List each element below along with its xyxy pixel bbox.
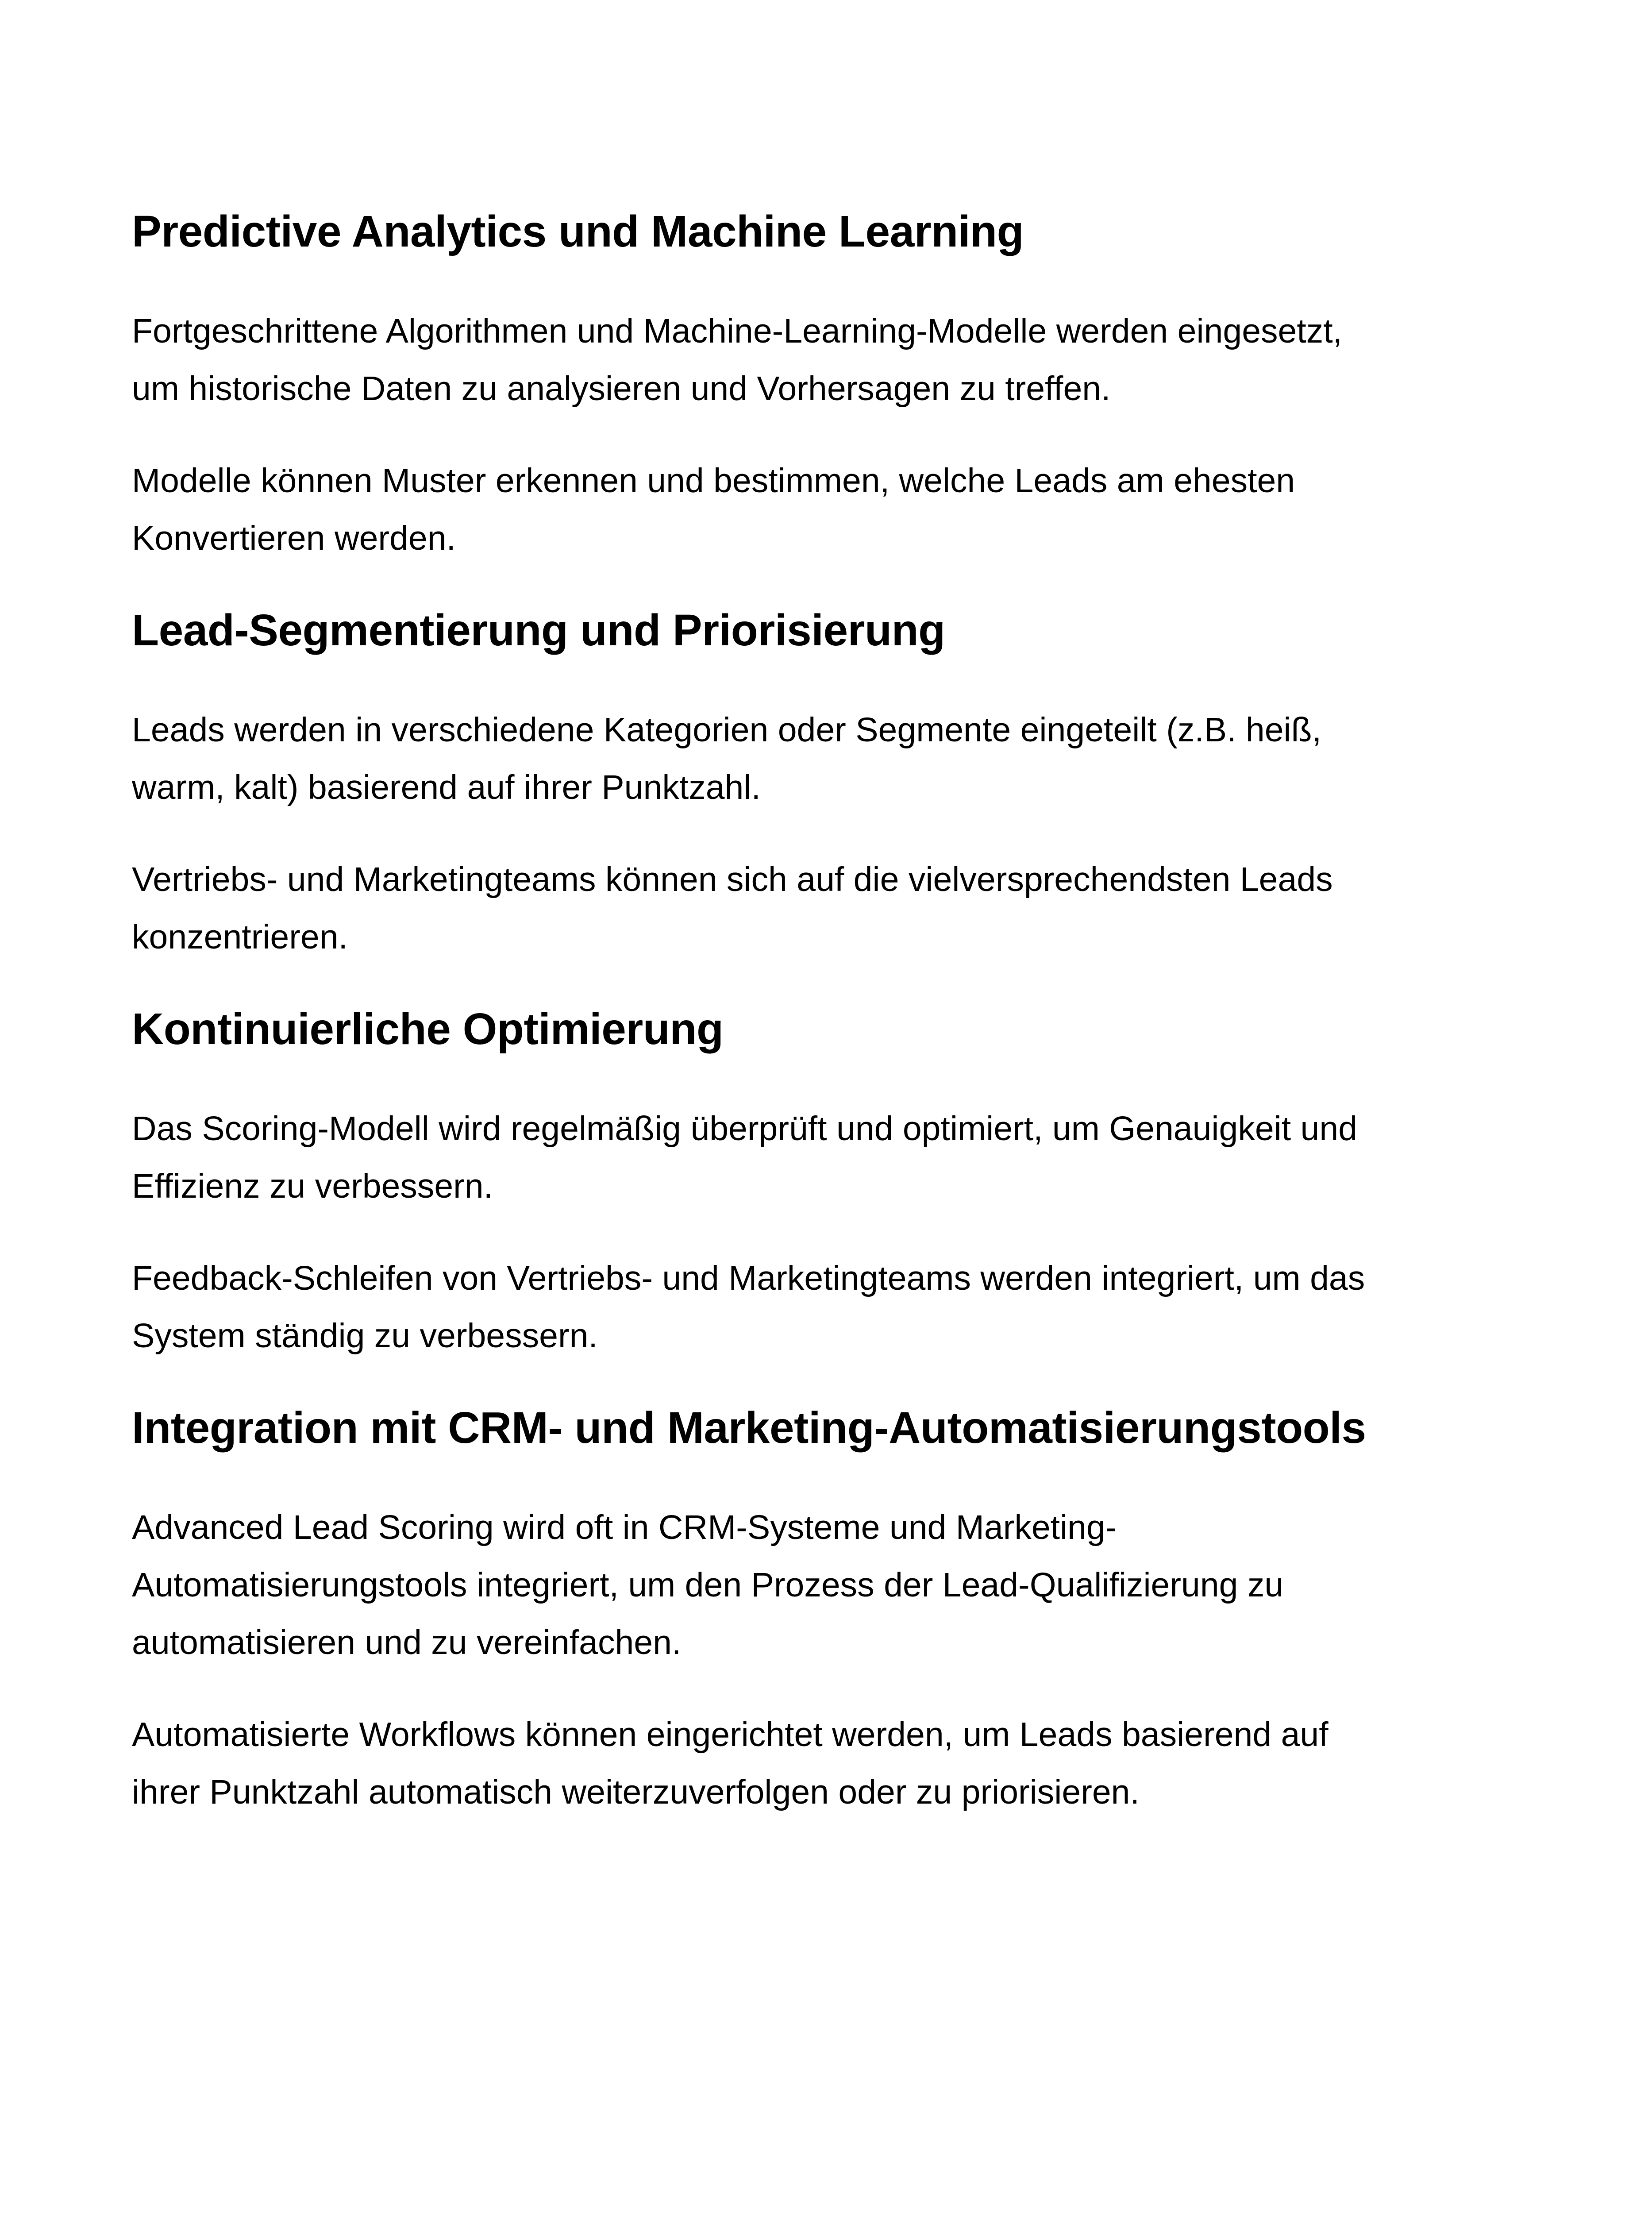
paragraph-line: Vertriebs- und Marketingteams können sich auf die vielversprechendsten Leads	[132, 860, 1333, 898]
paragraph	[132, 1100, 1526, 1215]
paragraph-line: automatisieren und zu vereinfachen.	[132, 1623, 682, 1662]
paragraph	[132, 1499, 1526, 1671]
paragraph-line: Effizienz zu verbessern.	[132, 1167, 493, 1205]
paragraph	[132, 851, 1526, 966]
paragraph-line: Automatisierungstools integriert, um den Prozess der Lead-Qualifizierung zu	[132, 1566, 1284, 1604]
paragraph-line: Modelle können Muster erkennen und bestimmen, welche Leads am ehesten	[132, 462, 1295, 500]
paragraph-line: konzentrieren.	[132, 918, 348, 956]
paragraph-line: Feedback-Schleifen von Vertriebs- und Marketingteams werden integriert, um das	[132, 1259, 1365, 1297]
paragraph-line: ihrer Punktzahl automatisch weiterzuverfolgen oder zu priorisieren.	[132, 1773, 1140, 1811]
paragraph-line: Leads werden in verschiedene Kategorien oder Segmente eingeteilt (z.B. heiß,	[132, 711, 1322, 749]
paragraph	[132, 452, 1526, 567]
section-heading-predictive-analytics: Predictive Analytics und Machine Learning	[132, 207, 1024, 256]
paragraph-line: Das Scoring-Modell wird regelmäßig überprüft und optimiert, um Genauigkeit und	[132, 1110, 1358, 1148]
paragraph-line: warm, kalt) basierend auf ihrer Punktzahl.	[132, 768, 761, 806]
paragraph-line: Fortgeschrittene Algorithmen und Machine-Learning-Modelle werden eingesetzt,	[132, 312, 1343, 350]
section-heading-integration-crm: Integration mit CRM- und Marketing-Automatisierungstools	[132, 1403, 1366, 1453]
section-heading-kontinuierliche-optimierung: Kontinuierliche Optimierung	[132, 1004, 724, 1054]
document-content	[132, 203, 1526, 1821]
paragraph	[132, 1249, 1526, 1365]
section-heading-lead-segmentierung: Lead-Segmentierung und Priorisierung	[132, 605, 945, 655]
paragraph-line: Konvertieren werden.	[132, 519, 456, 557]
paragraph	[132, 701, 1526, 816]
paragraph	[132, 302, 1526, 417]
paragraph-line: Automatisierte Workflows können eingerichtet werden, um Leads basierend auf	[132, 1716, 1329, 1754]
paragraph-line: Advanced Lead Scoring wird oft in CRM-Systeme und Marketing-	[132, 1508, 1117, 1546]
paragraph-line: um historische Daten zu analysieren und Vorhersagen zu treffen.	[132, 370, 1111, 408]
paragraph	[132, 1706, 1526, 1821]
paragraph-line: System ständig zu verbessern.	[132, 1317, 598, 1355]
